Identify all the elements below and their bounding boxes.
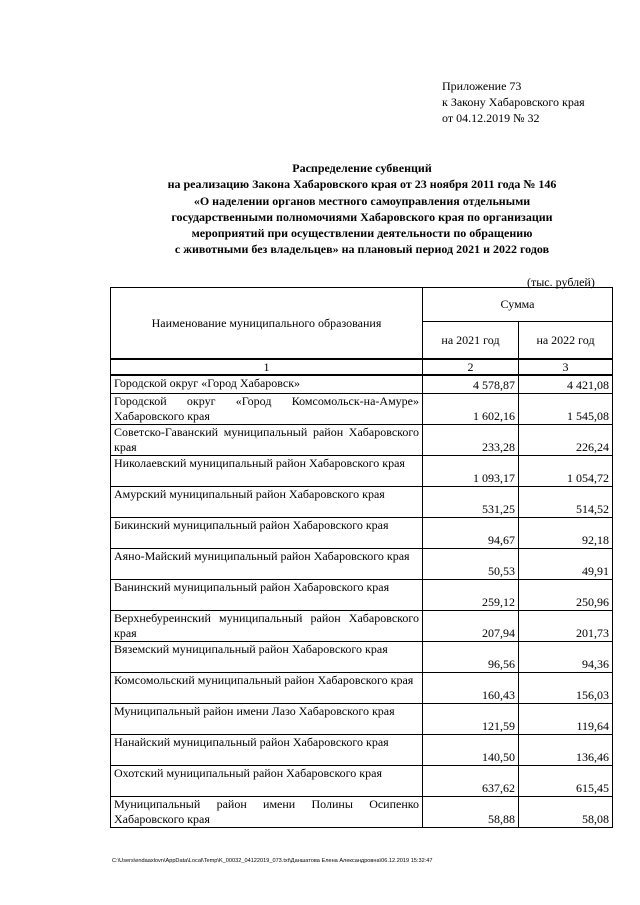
municipality-name: Ванинский муниципальный район Хабаровского края [111,580,423,611]
table-row [111,704,613,735]
amount-2021: 140,50 [423,735,519,766]
amount-2021: 259,12 [423,580,519,611]
amount-2021: 94,67 [423,518,519,549]
amount-2021: 233,28 [423,425,519,456]
amount-2022: 49,91 [519,549,613,580]
amount-2022: 514,52 [519,487,613,518]
subsidy-table [110,287,613,828]
amount-2022: 119,64 [519,704,613,735]
title-line-3: «О наделении органов местного самоуправления отдельными [193,193,531,208]
amount-2022: 92,18 [519,518,613,549]
amount-2022: 94,36 [519,642,613,673]
amount-2022: 4 421,08 [519,375,613,394]
municipality-name: Советско-Гаванский муниципальный район Хабаровского края [111,425,423,456]
table-row [111,394,613,425]
amount-2021: 1 602,16 [423,394,519,425]
table-row [111,797,613,828]
table-row [111,487,613,518]
table-row [111,580,613,611]
file-path-footer: C:\Users\endaaxlovn\AppData\Local\Temp\K_00032_04122019_073.txt\Даншатова Елена Александровна\06.12.2019 15:32:47 [112,858,433,864]
appendix-block [442,78,585,126]
amount-2021: 531,25 [423,487,519,518]
municipality-name: Бикинский муниципальный район Хабаровского края [111,518,423,549]
amount-2021: 121,59 [423,704,519,735]
table-row [111,673,613,704]
header-2022: на 2022 год [519,322,613,359]
amount-2021: 96,56 [423,642,519,673]
amount-2021: 637,62 [423,766,519,797]
title-line-6: с животными без владельцев» на плановый период 2021 и 2022 годов [174,242,550,257]
table-row [111,611,613,642]
table-row [111,375,613,394]
amount-2022: 201,73 [519,611,613,642]
municipality-name: Городской округ «Город Комсомольск-на-Амуре» Хабаровского края [111,394,423,425]
appendix-date: от 04.12.2019 № 32 [442,111,540,125]
amount-2022: 58,08 [519,797,613,828]
amount-2021: 58,88 [423,797,519,828]
amount-2022: 1 545,08 [519,394,613,425]
document-title [112,160,612,258]
table-row [111,425,613,456]
table-row [111,549,613,580]
amount-2022: 615,45 [519,766,613,797]
amount-2022: 250,96 [519,580,613,611]
municipality-name: Муниципальный район имени Полины Осипенко Хабаровского края [111,797,423,828]
amount-2022: 136,46 [519,735,613,766]
header-name: Наименование муниципального образования [111,288,423,360]
table-row [111,766,613,797]
municipality-name: Аяно-Майский муниципальный район Хабаровского края [111,549,423,580]
title-line-5: мероприятий при осуществлении деятельности по обращению [191,226,533,241]
appendix-number: Приложение 73 [442,79,522,93]
municipality-name: Комсомольский муниципальный район Хабаровского края [111,673,423,704]
title-line-1: Распределение субвенций [292,161,432,175]
title-line-2: на реализацию Закона Хабаровского края от 23 ноября 2011 года № 146 [167,177,557,192]
table-row [111,456,613,487]
municipality-name: Охотский муниципальный район Хабаровского края [111,766,423,797]
index-col-2: 2 [423,359,519,375]
table-row [111,518,613,549]
amount-2021: 207,94 [423,611,519,642]
index-col-1: 1 [111,359,423,375]
table-row [111,735,613,766]
municipality-name: Нанайский муниципальный район Хабаровского края [111,735,423,766]
municipality-name: Амурский муниципальный район Хабаровского края [111,487,423,518]
amount-2021: 4 578,87 [423,375,519,394]
title-line-4: государственными полномочиями Хабаровского края по организации [171,209,553,224]
header-sum: Сумма [423,288,613,322]
amount-2022: 156,03 [519,673,613,704]
amount-2021: 160,43 [423,673,519,704]
municipality-name: Верхнебуреинский муниципальный район Хабаровского края [111,611,423,642]
municipality-name: Городской округ «Город Хабаровск» [111,375,423,394]
amount-2022: 1 054,72 [519,456,613,487]
index-col-3: 3 [519,359,613,375]
amount-2022: 226,24 [519,425,613,456]
table-row [111,642,613,673]
appendix-law-ref: к Закону Хабаровского края [442,95,585,109]
municipality-name: Муниципальный район имени Лазо Хабаровского края [111,704,423,735]
municipality-name: Николаевский муниципальный район Хабаровского края [111,456,423,487]
amount-2021: 1 093,17 [423,456,519,487]
header-2021: на 2021 год [423,322,519,359]
municipality-name: Вяземский муниципальный район Хабаровского края [111,642,423,673]
amount-2021: 50,53 [423,549,519,580]
units-label: (тыс. рублей) [527,275,595,289]
